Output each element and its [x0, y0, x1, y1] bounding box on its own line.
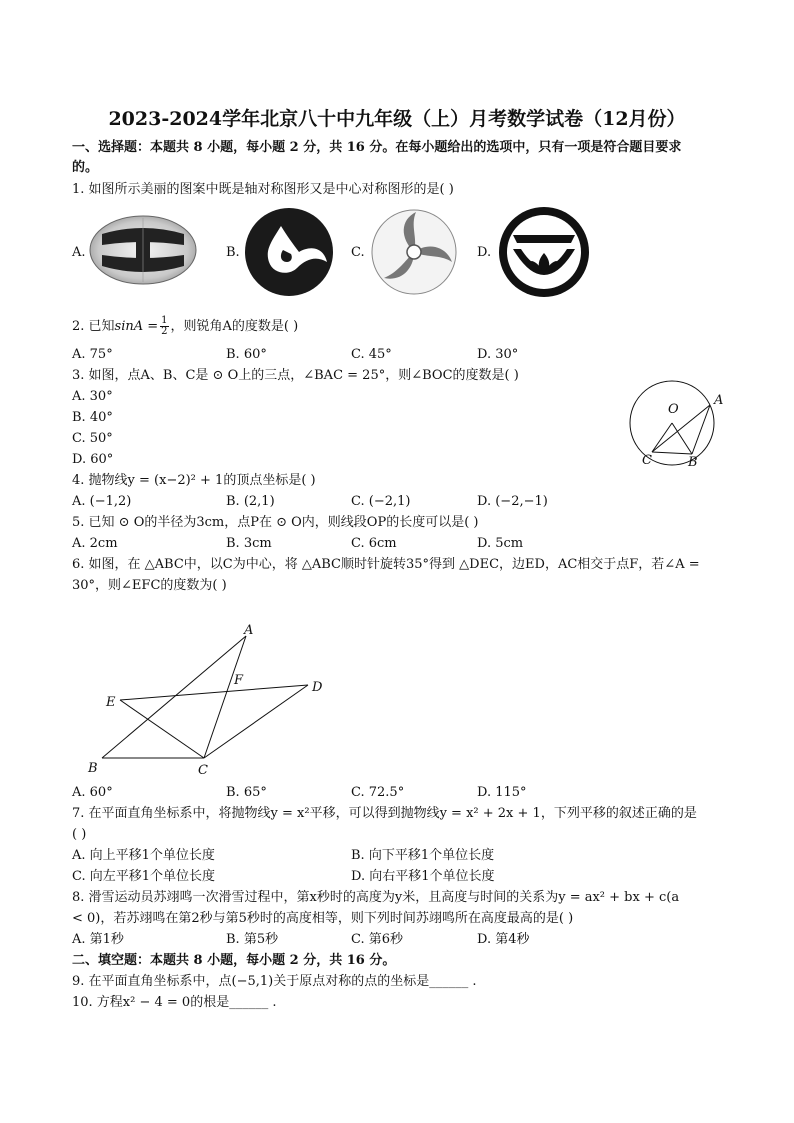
q6-triangle-figure [84, 618, 334, 780]
q3-label-a: A [714, 393, 724, 408]
q3-stem: 3. 如图，点A、B、C是 ⊙ O上的三点，∠BAC = 25°，则∠BOC的度数是( ) [72, 368, 519, 383]
q8-stem-line2: < 0)，若苏翊鸣在第2秒与第5秒时的高度相等，则下列时间苏翊鸣所在高度最高的是( ) [72, 911, 574, 926]
q1-stem: 1. 如图所示美丽的图案中既是轴对称图形又是中心对称图形的是( ) [72, 182, 454, 197]
q7-stem-line2: ( ) [72, 827, 87, 842]
q3-option-a[interactable]: A. 30° [72, 389, 113, 404]
section1-header-line2: 的。 [72, 160, 99, 175]
pattern-d-image [497, 205, 591, 299]
q3-label-b: B [688, 455, 698, 470]
q4-option-b[interactable]: B. (2,1) [226, 494, 275, 509]
q6-label-e: E [106, 695, 116, 710]
q2-stem-expr: sinA = [114, 319, 159, 334]
q4-option-a[interactable]: A. (−1,2) [72, 494, 132, 509]
q8-option-a[interactable]: A. 第1秒 [72, 932, 124, 947]
pattern-c-image [370, 208, 458, 296]
exam-title: 2023-2024学年北京八十中九年级（上）月考数学试卷（12月份） [108, 108, 686, 130]
q7-option-d[interactable]: D. 向右平移1个单位长度 [351, 869, 495, 884]
pattern-a-image [88, 214, 198, 286]
q2-option-c[interactable]: C. 45° [351, 347, 392, 362]
q7-option-b[interactable]: B. 向下平移1个单位长度 [351, 848, 495, 863]
q4-stem: 4. 抛物线y = (x−2)² + 1的顶点坐标是( ) [72, 473, 316, 488]
q7-stem-line1: 7. 在平面直角坐标系中，将抛物线y = x²平移，可以得到抛物线y = x² + 2x + 1，下列平移的叙述正确的是 [72, 806, 697, 821]
q2-stem [72, 316, 298, 337]
q5-option-a[interactable]: A. 2cm [72, 536, 118, 551]
q2-option-b[interactable]: B. 60° [226, 347, 267, 362]
q6-label-f: F [234, 673, 244, 688]
q6-option-c[interactable]: C. 72.5° [351, 785, 405, 800]
q6-label-b: B [88, 761, 98, 776]
q7-option-c[interactable]: C. 向左平移1个单位长度 [72, 869, 216, 884]
q9-stem: 9. 在平面直角坐标系中，点(−5,1)关于原点对称的点的坐标是______ . [72, 974, 477, 989]
q4-option-c[interactable]: C. (−2,1) [351, 494, 411, 509]
q5-option-b[interactable]: B. 3cm [226, 536, 272, 551]
q1-option-b[interactable]: B. [226, 245, 240, 260]
q1-option-a[interactable]: A. [72, 245, 86, 260]
q3-option-c[interactable]: C. 50° [72, 431, 113, 446]
q2-fraction-numerator: 1 [161, 315, 168, 326]
q10-stem: 10. 方程x² − 4 = 0的根是______ . [72, 995, 277, 1010]
q8-option-d[interactable]: D. 第4秒 [477, 932, 530, 947]
pattern-b-image [243, 206, 335, 298]
q6-option-a[interactable]: A. 60° [72, 785, 113, 800]
q2-stem-pre: 2. 已知 [72, 319, 115, 334]
q5-stem: 5. 已知 ⊙ O的半径为3cm，点P在 ⊙ O内，则线段OP的长度可以是( ) [72, 515, 479, 530]
q8-option-c[interactable]: C. 第6秒 [351, 932, 404, 947]
q3-option-b[interactable]: B. 40° [72, 410, 113, 425]
q2-stem-post: ，则锐角A的度数是( ) [170, 319, 299, 334]
q3-label-c: C [642, 453, 652, 468]
q6-label-d: D [312, 680, 323, 695]
q2-option-a[interactable]: A. 75° [72, 347, 113, 362]
q6-option-d[interactable]: D. 115° [477, 785, 527, 800]
section2-header: 二、填空题：本题共 8 小题，每小题 2 分，共 16 分。 [72, 953, 396, 968]
q2-fraction-denominator: 2 [161, 326, 168, 337]
q1-option-c[interactable]: C. [351, 245, 365, 260]
q3-label-o: O [668, 402, 679, 417]
q3-circle-figure [622, 380, 732, 470]
q8-option-b[interactable]: B. 第5秒 [226, 932, 279, 947]
q6-stem-line1: 6. 如图，在 △ABC中，以C为中心，将 △ABC顺时针旋转35°得到 △DEC，边ED，AC相交于点F，若∠A = [72, 557, 700, 572]
q8-stem-line1: 8. 滑雪运动员苏翊鸣一次滑雪过程中，第x秒时的高度为y米，且高度与时间的关系为y = ax² + bx + c(a [72, 890, 680, 905]
q6-option-b[interactable]: B. 65° [226, 785, 267, 800]
q6-label-c: C [198, 763, 208, 778]
q6-stem-line2: 30°，则∠EFC的度数为( ) [72, 578, 227, 593]
q7-option-a[interactable]: A. 向上平移1个单位长度 [72, 848, 215, 863]
q5-option-c[interactable]: C. 6cm [351, 536, 397, 551]
q2-option-d[interactable]: D. 30° [477, 347, 519, 362]
q5-option-d[interactable]: D. 5cm [477, 536, 524, 551]
q3-option-d[interactable]: D. 60° [72, 452, 114, 467]
q6-label-a: A [244, 623, 254, 638]
q1-option-d[interactable]: D. [477, 245, 492, 260]
section1-header-line1: 一、选择题：本题共 8 小题，每小题 2 分，共 16 分。在每小题给出的选项中，只有一项是符合题目要求 [72, 140, 682, 155]
q4-option-d[interactable]: D. (−2,−1) [477, 494, 548, 509]
